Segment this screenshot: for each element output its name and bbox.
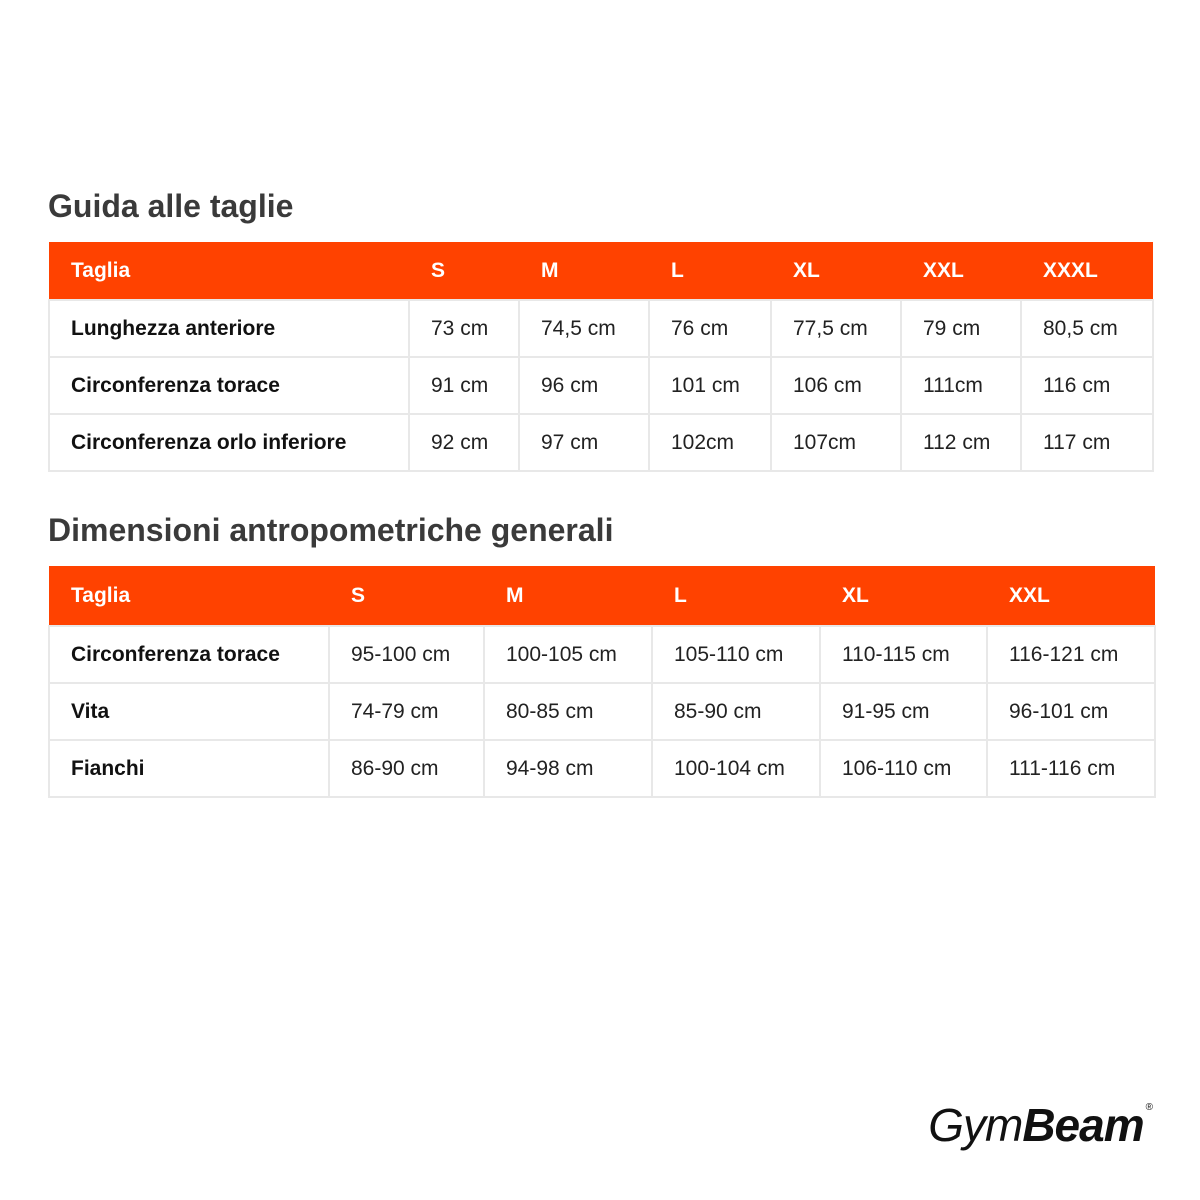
table-row	[49, 357, 1153, 414]
header-cell-l: L	[649, 242, 771, 300]
header-cell-s: S	[409, 242, 519, 300]
anthropometric-table	[48, 566, 1156, 798]
table-cell: 96-101 cm	[987, 683, 1155, 740]
table-cell: 117 cm	[1021, 414, 1153, 471]
table-cell: 74-79 cm	[329, 683, 484, 740]
table-cell: 91 cm	[409, 357, 519, 414]
table-cell: 101 cm	[649, 357, 771, 414]
size-guide-header-row	[49, 242, 1153, 300]
row-label: Circonferenza torace	[49, 357, 409, 414]
registered-mark: ®	[1145, 1102, 1152, 1113]
table-cell: 96 cm	[519, 357, 649, 414]
table-cell: 86-90 cm	[329, 740, 484, 797]
row-label: Vita	[49, 683, 329, 740]
header-cell-size-label: Taglia	[49, 242, 409, 300]
table-cell: 97 cm	[519, 414, 649, 471]
table-cell: 105-110 cm	[652, 626, 820, 683]
size-guide-title: Guida alle taglie	[48, 188, 294, 224]
gymbeam-logo	[928, 1098, 1152, 1152]
table-cell: 95-100 cm	[329, 626, 484, 683]
table-cell: 79 cm	[901, 300, 1021, 357]
table-row	[49, 414, 1153, 471]
header-cell-m: M	[519, 242, 649, 300]
header-cell-xl: XL	[820, 566, 987, 626]
table-cell: 77,5 cm	[771, 300, 901, 357]
table-cell: 116 cm	[1021, 357, 1153, 414]
table-cell: 110-115 cm	[820, 626, 987, 683]
table-cell: 102cm	[649, 414, 771, 471]
anthropometric-title: Dimensioni antropometriche generali	[48, 512, 614, 548]
row-label: Lunghezza anteriore	[49, 300, 409, 357]
table-row	[49, 683, 1155, 740]
header-cell-s: S	[329, 566, 484, 626]
table-row	[49, 300, 1153, 357]
header-cell-xl: XL	[771, 242, 901, 300]
header-cell-xxl: XXL	[901, 242, 1021, 300]
table-cell: 107cm	[771, 414, 901, 471]
anthropometric-header-row	[49, 566, 1155, 626]
table-cell: 73 cm	[409, 300, 519, 357]
table-cell: 80-85 cm	[484, 683, 652, 740]
size-guide-table	[48, 242, 1154, 472]
table-cell: 94-98 cm	[484, 740, 652, 797]
table-cell: 85-90 cm	[652, 683, 820, 740]
row-label: Circonferenza orlo inferiore	[49, 414, 409, 471]
table-cell: 111-116 cm	[987, 740, 1155, 797]
row-label: Circonferenza torace	[49, 626, 329, 683]
table-cell: 100-105 cm	[484, 626, 652, 683]
table-cell: 111cm	[901, 357, 1021, 414]
table-cell: 74,5 cm	[519, 300, 649, 357]
table-cell: 76 cm	[649, 300, 771, 357]
logo-text-light: Gym	[928, 1099, 1023, 1151]
table-cell: 106-110 cm	[820, 740, 987, 797]
table-cell: 91-95 cm	[820, 683, 987, 740]
header-cell-xxxl: XXXL	[1021, 242, 1153, 300]
table-cell: 112 cm	[901, 414, 1021, 471]
table-cell: 100-104 cm	[652, 740, 820, 797]
header-cell-xxl: XXL	[987, 566, 1155, 626]
header-cell-l: L	[652, 566, 820, 626]
header-cell-m: M	[484, 566, 652, 626]
header-cell-size-label: Taglia	[49, 566, 329, 626]
table-cell: 80,5 cm	[1021, 300, 1153, 357]
logo-text-bold: Beam	[1022, 1099, 1144, 1151]
table-row	[49, 626, 1155, 683]
table-cell: 106 cm	[771, 357, 901, 414]
table-cell: 116-121 cm	[987, 626, 1155, 683]
row-label: Fianchi	[49, 740, 329, 797]
table-row	[49, 740, 1155, 797]
table-cell: 92 cm	[409, 414, 519, 471]
